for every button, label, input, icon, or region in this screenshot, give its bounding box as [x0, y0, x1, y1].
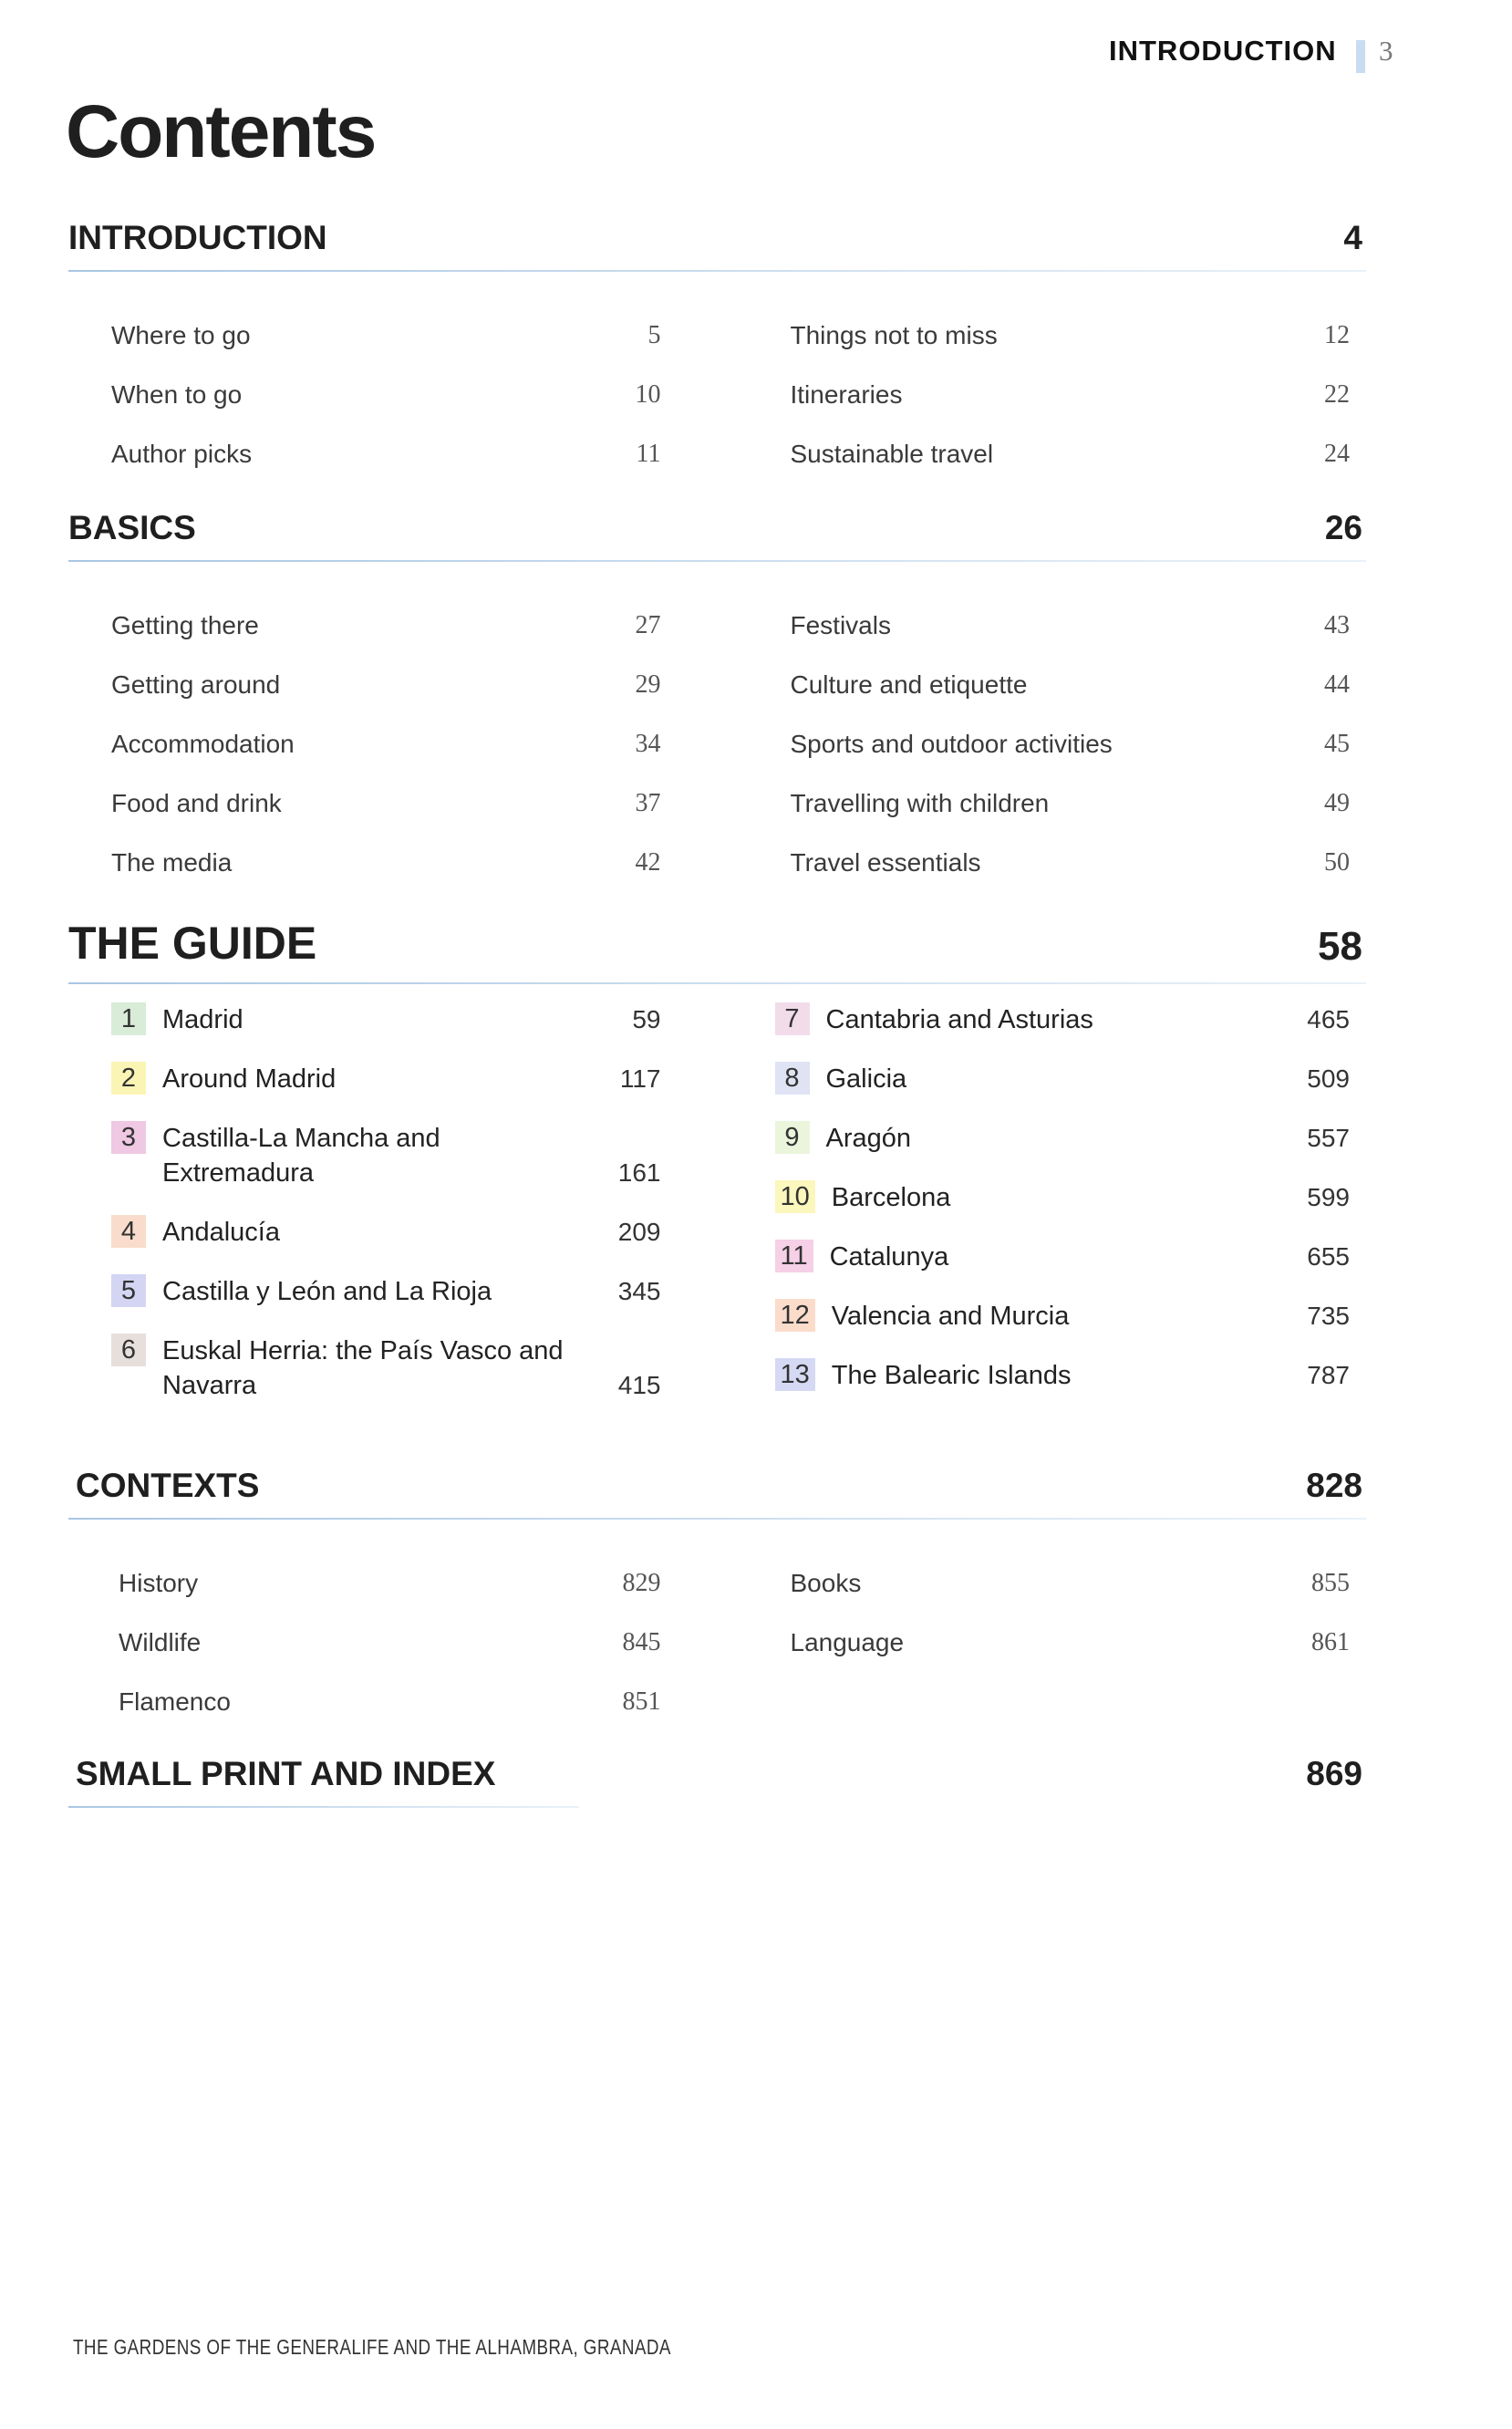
toc-entry[interactable]	[775, 1180, 1351, 1240]
toc-entry[interactable]	[111, 1274, 661, 1334]
toc-entry-title: Wildlife	[119, 1628, 202, 1656]
toc-entry-page: 37	[635, 789, 661, 817]
toc-entry-label	[111, 1274, 492, 1309]
toc-entry[interactable]	[111, 643, 661, 702]
toc-entry-label	[775, 1299, 1070, 1334]
toc-entry[interactable]	[111, 762, 661, 821]
toc-entry-title: Aragón	[825, 1124, 912, 1153]
toc-entry-title: Flamenco	[119, 1687, 231, 1716]
toc-entry-title: Galicia	[825, 1064, 907, 1094]
toc-entry-title: The media	[111, 848, 233, 877]
toc-entry-label	[775, 1002, 1093, 1037]
toc-entry-page: 12	[1324, 321, 1350, 349]
toc-entry[interactable]	[775, 1121, 1351, 1180]
page-title: Contents	[66, 90, 376, 173]
toc-entry[interactable]	[791, 1601, 1351, 1660]
toc-entry-title: Euskal Herria: the País Vasco and Navarra	[162, 1336, 564, 1400]
toc-entry-page: 735	[1307, 1302, 1350, 1330]
section-divider	[68, 982, 1366, 984]
toc-entry-label	[111, 378, 242, 412]
toc-entry[interactable]	[111, 294, 661, 353]
toc-entry[interactable]	[791, 821, 1351, 880]
toc-entry-page: 861	[1311, 1628, 1350, 1656]
toc-entry-page: 161	[617, 1158, 661, 1187]
toc-entry-page: 845	[622, 1628, 661, 1656]
toc-entry-title: Andalucía	[162, 1218, 280, 1247]
toc-entry-label	[775, 1180, 951, 1215]
toc-entry-label	[791, 1625, 905, 1660]
toc-entry-page: 10	[635, 380, 661, 409]
toc-entry-page: 465	[1307, 1005, 1350, 1033]
toc-entry-title: History	[119, 1569, 199, 1597]
toc-entry-page: 5	[647, 321, 661, 349]
toc-entry-title: Author picks	[111, 440, 253, 468]
toc-entry-label	[775, 1240, 949, 1274]
toc-entry-label	[791, 846, 981, 880]
toc-entry[interactable]	[791, 762, 1351, 821]
toc-column	[68, 294, 718, 472]
section-page: 58	[1318, 924, 1362, 969]
toc-entry-label	[111, 318, 251, 353]
toc-entry-label	[791, 786, 1050, 821]
toc-entry-title: Travel essentials	[790, 848, 981, 877]
chapter-number-badge: 13	[775, 1358, 815, 1391]
toc-entry-label	[791, 378, 903, 412]
toc-entry-page: 27	[635, 611, 661, 639]
toc-entry-label	[111, 1334, 564, 1403]
toc-entry[interactable]	[775, 1062, 1351, 1121]
section-the-guide	[68, 917, 1366, 1427]
page-number: 3	[1379, 35, 1393, 67]
toc-column	[718, 1002, 1367, 1427]
toc-entry[interactable]	[775, 1240, 1351, 1299]
toc-entry-title: Sustainable travel	[790, 440, 994, 468]
toc-entry-title: Culture and etiquette	[790, 670, 1028, 699]
toc-entry-page: 42	[635, 848, 661, 877]
toc-entry[interactable]	[119, 1541, 661, 1601]
toc-entry-label	[111, 608, 259, 643]
toc-entry-label	[775, 1358, 1072, 1393]
toc-entry-label	[791, 727, 1113, 762]
section-title[interactable]: THE GUIDE	[68, 918, 317, 969]
toc-entry-label	[111, 1121, 564, 1190]
toc-entry-page: 787	[1307, 1361, 1350, 1389]
toc-entry-page: 209	[617, 1218, 661, 1246]
chapter-number-badge: 3	[111, 1121, 146, 1154]
chapter-number-badge: 5	[111, 1274, 146, 1307]
section-divider	[68, 270, 1366, 272]
toc-entry-page: 50	[1324, 848, 1350, 877]
toc-entry-label	[775, 1121, 912, 1156]
toc-entry[interactable]	[791, 1541, 1351, 1601]
toc-entry-title: Food and drink	[111, 789, 282, 817]
toc-entry-label	[119, 1685, 231, 1719]
toc-entry-title: Travelling with children	[790, 789, 1050, 817]
chapter-number-badge: 1	[111, 1002, 146, 1035]
section-title[interactable]: BASICS	[68, 509, 196, 546]
toc-entry-label	[111, 668, 280, 702]
section-contexts	[68, 1467, 1366, 1719]
toc-entry-title: Accommodation	[111, 730, 295, 758]
running-head-section: INTRODUCTION	[1109, 35, 1337, 67]
chapter-number-badge: 9	[775, 1121, 810, 1154]
toc-entry-title: Books	[790, 1569, 862, 1597]
toc-entry[interactable]	[111, 702, 661, 762]
section-title[interactable]: INTRODUCTION	[68, 219, 327, 256]
toc-entry-label	[111, 1002, 243, 1037]
toc-entry-page: 24	[1324, 440, 1350, 468]
toc-entry[interactable]	[111, 412, 661, 472]
section-divider	[68, 1806, 579, 1808]
toc-entry-label	[791, 668, 1028, 702]
toc-entry[interactable]	[111, 584, 661, 643]
chapter-number-badge: 7	[775, 1002, 810, 1035]
toc-entry-label	[791, 318, 998, 353]
toc-entry[interactable]	[119, 1660, 661, 1719]
toc-entry-page: 345	[617, 1277, 661, 1305]
section-title[interactable]: SMALL PRINT AND INDEX	[76, 1755, 496, 1792]
toc-entry-page: 22	[1324, 380, 1350, 409]
toc-entry-title: Festivals	[790, 611, 891, 639]
toc-entry-label	[111, 1062, 336, 1096]
toc-entry-label	[111, 727, 295, 762]
section-introduction	[68, 219, 1366, 472]
toc-column	[718, 584, 1367, 880]
toc-entry[interactable]	[111, 353, 661, 412]
section-title[interactable]: CONTEXTS	[76, 1467, 260, 1504]
toc-column	[68, 1002, 718, 1427]
chapter-number-badge: 11	[775, 1240, 813, 1272]
toc-entry-title: Language	[790, 1628, 905, 1656]
section-small-print	[68, 1755, 1366, 1808]
toc-entry[interactable]	[111, 1002, 661, 1062]
toc-entry-page: 655	[1307, 1242, 1350, 1271]
toc-entry-title: Cantabria and Asturias	[825, 1005, 1093, 1034]
section-divider	[68, 1518, 1366, 1520]
chapter-number-badge: 12	[775, 1299, 815, 1332]
toc-entry-page: 59	[632, 1005, 661, 1033]
toc-entry-title: Getting around	[111, 670, 281, 699]
toc-entry-page: 557	[1307, 1124, 1350, 1152]
toc-entry[interactable]	[775, 1358, 1351, 1417]
toc-entry-page: 29	[635, 670, 661, 699]
running-head-marker	[1356, 40, 1365, 73]
toc-entry[interactable]	[111, 1062, 661, 1121]
toc-entry-title: Castilla y León and La Rioja	[162, 1277, 492, 1306]
toc-entry-title: Sports and outdoor activities	[790, 730, 1113, 758]
toc-entry-page: 11	[636, 440, 661, 468]
photo-caption: THE GARDENS OF THE GENERALIFE AND THE ALHAMBRA, GRANADA	[73, 2335, 671, 2359]
toc-entry-page: 43	[1324, 611, 1350, 639]
toc-entry[interactable]	[791, 702, 1351, 762]
toc-column	[718, 294, 1367, 472]
chapter-number-badge: 4	[111, 1215, 146, 1248]
section-page: 828	[1306, 1467, 1362, 1504]
toc-entry-label	[791, 437, 994, 472]
toc-entry-label	[111, 1215, 280, 1250]
toc-entry-label	[111, 786, 282, 821]
toc-entry-page: 45	[1324, 730, 1350, 758]
toc-entry-title: Barcelona	[831, 1183, 951, 1212]
toc-entry-page: 44	[1324, 670, 1350, 699]
toc-entry-title: Valencia and Murcia	[831, 1302, 1070, 1331]
toc-entry-label	[111, 437, 252, 472]
toc-entry[interactable]	[791, 584, 1351, 643]
toc-entry[interactable]	[119, 1601, 661, 1660]
toc-entry[interactable]	[775, 1299, 1351, 1358]
toc-entry-label	[119, 1625, 201, 1660]
toc-entry[interactable]	[791, 353, 1351, 412]
toc-entry[interactable]	[791, 412, 1351, 472]
toc-entry[interactable]	[111, 821, 661, 880]
toc-entry-title: Itineraries	[790, 380, 903, 409]
toc-entry-title: Around Madrid	[162, 1064, 337, 1094]
toc-entry-title: Where to go	[111, 321, 251, 349]
toc-entry[interactable]	[111, 1121, 661, 1215]
toc-entry-title: Castilla-La Mancha and Extremadura	[162, 1124, 440, 1188]
toc-entry-label	[791, 1566, 862, 1601]
chapter-number-badge: 8	[775, 1062, 810, 1095]
toc-column	[68, 584, 718, 880]
toc-entry-title: Getting there	[111, 611, 259, 639]
toc-entry-title: Madrid	[162, 1005, 243, 1034]
toc-entry-label	[775, 1062, 907, 1096]
toc-entry-label	[111, 846, 232, 880]
toc-entry[interactable]	[111, 1334, 661, 1427]
toc-entry-page: 117	[619, 1064, 661, 1093]
toc-entry-page: 599	[1307, 1183, 1350, 1211]
toc-entry-label	[119, 1566, 198, 1601]
chapter-number-badge: 2	[111, 1062, 146, 1095]
section-page: 869	[1306, 1755, 1362, 1792]
toc-entry-page: 855	[1311, 1569, 1350, 1597]
toc-entry[interactable]	[775, 1002, 1351, 1062]
toc-entry[interactable]	[791, 643, 1351, 702]
toc-entry-page: 34	[635, 730, 661, 758]
toc-entry-page: 415	[617, 1371, 661, 1399]
toc-entry-title: Catalunya	[829, 1242, 949, 1272]
toc-entry-title: Things not to miss	[790, 321, 998, 349]
toc-column	[718, 1541, 1367, 1719]
toc-entry-page: 509	[1307, 1064, 1350, 1093]
toc-entry-page: 49	[1324, 789, 1350, 817]
section-page: 4	[1343, 219, 1362, 256]
toc-column	[68, 1541, 718, 1719]
toc-entry-page: 829	[622, 1569, 661, 1597]
toc-entry[interactable]	[791, 294, 1351, 353]
toc-entry-page: 851	[622, 1687, 661, 1716]
toc-entry-label	[791, 608, 891, 643]
section-basics	[68, 509, 1366, 880]
section-page: 26	[1324, 509, 1362, 546]
chapter-number-badge: 6	[111, 1334, 146, 1366]
toc-entry[interactable]	[111, 1215, 661, 1274]
section-divider	[68, 560, 1366, 562]
chapter-number-badge: 10	[775, 1180, 815, 1213]
toc-entry-title: When to go	[111, 380, 243, 409]
toc-entry-title: The Balearic Islands	[831, 1361, 1072, 1390]
